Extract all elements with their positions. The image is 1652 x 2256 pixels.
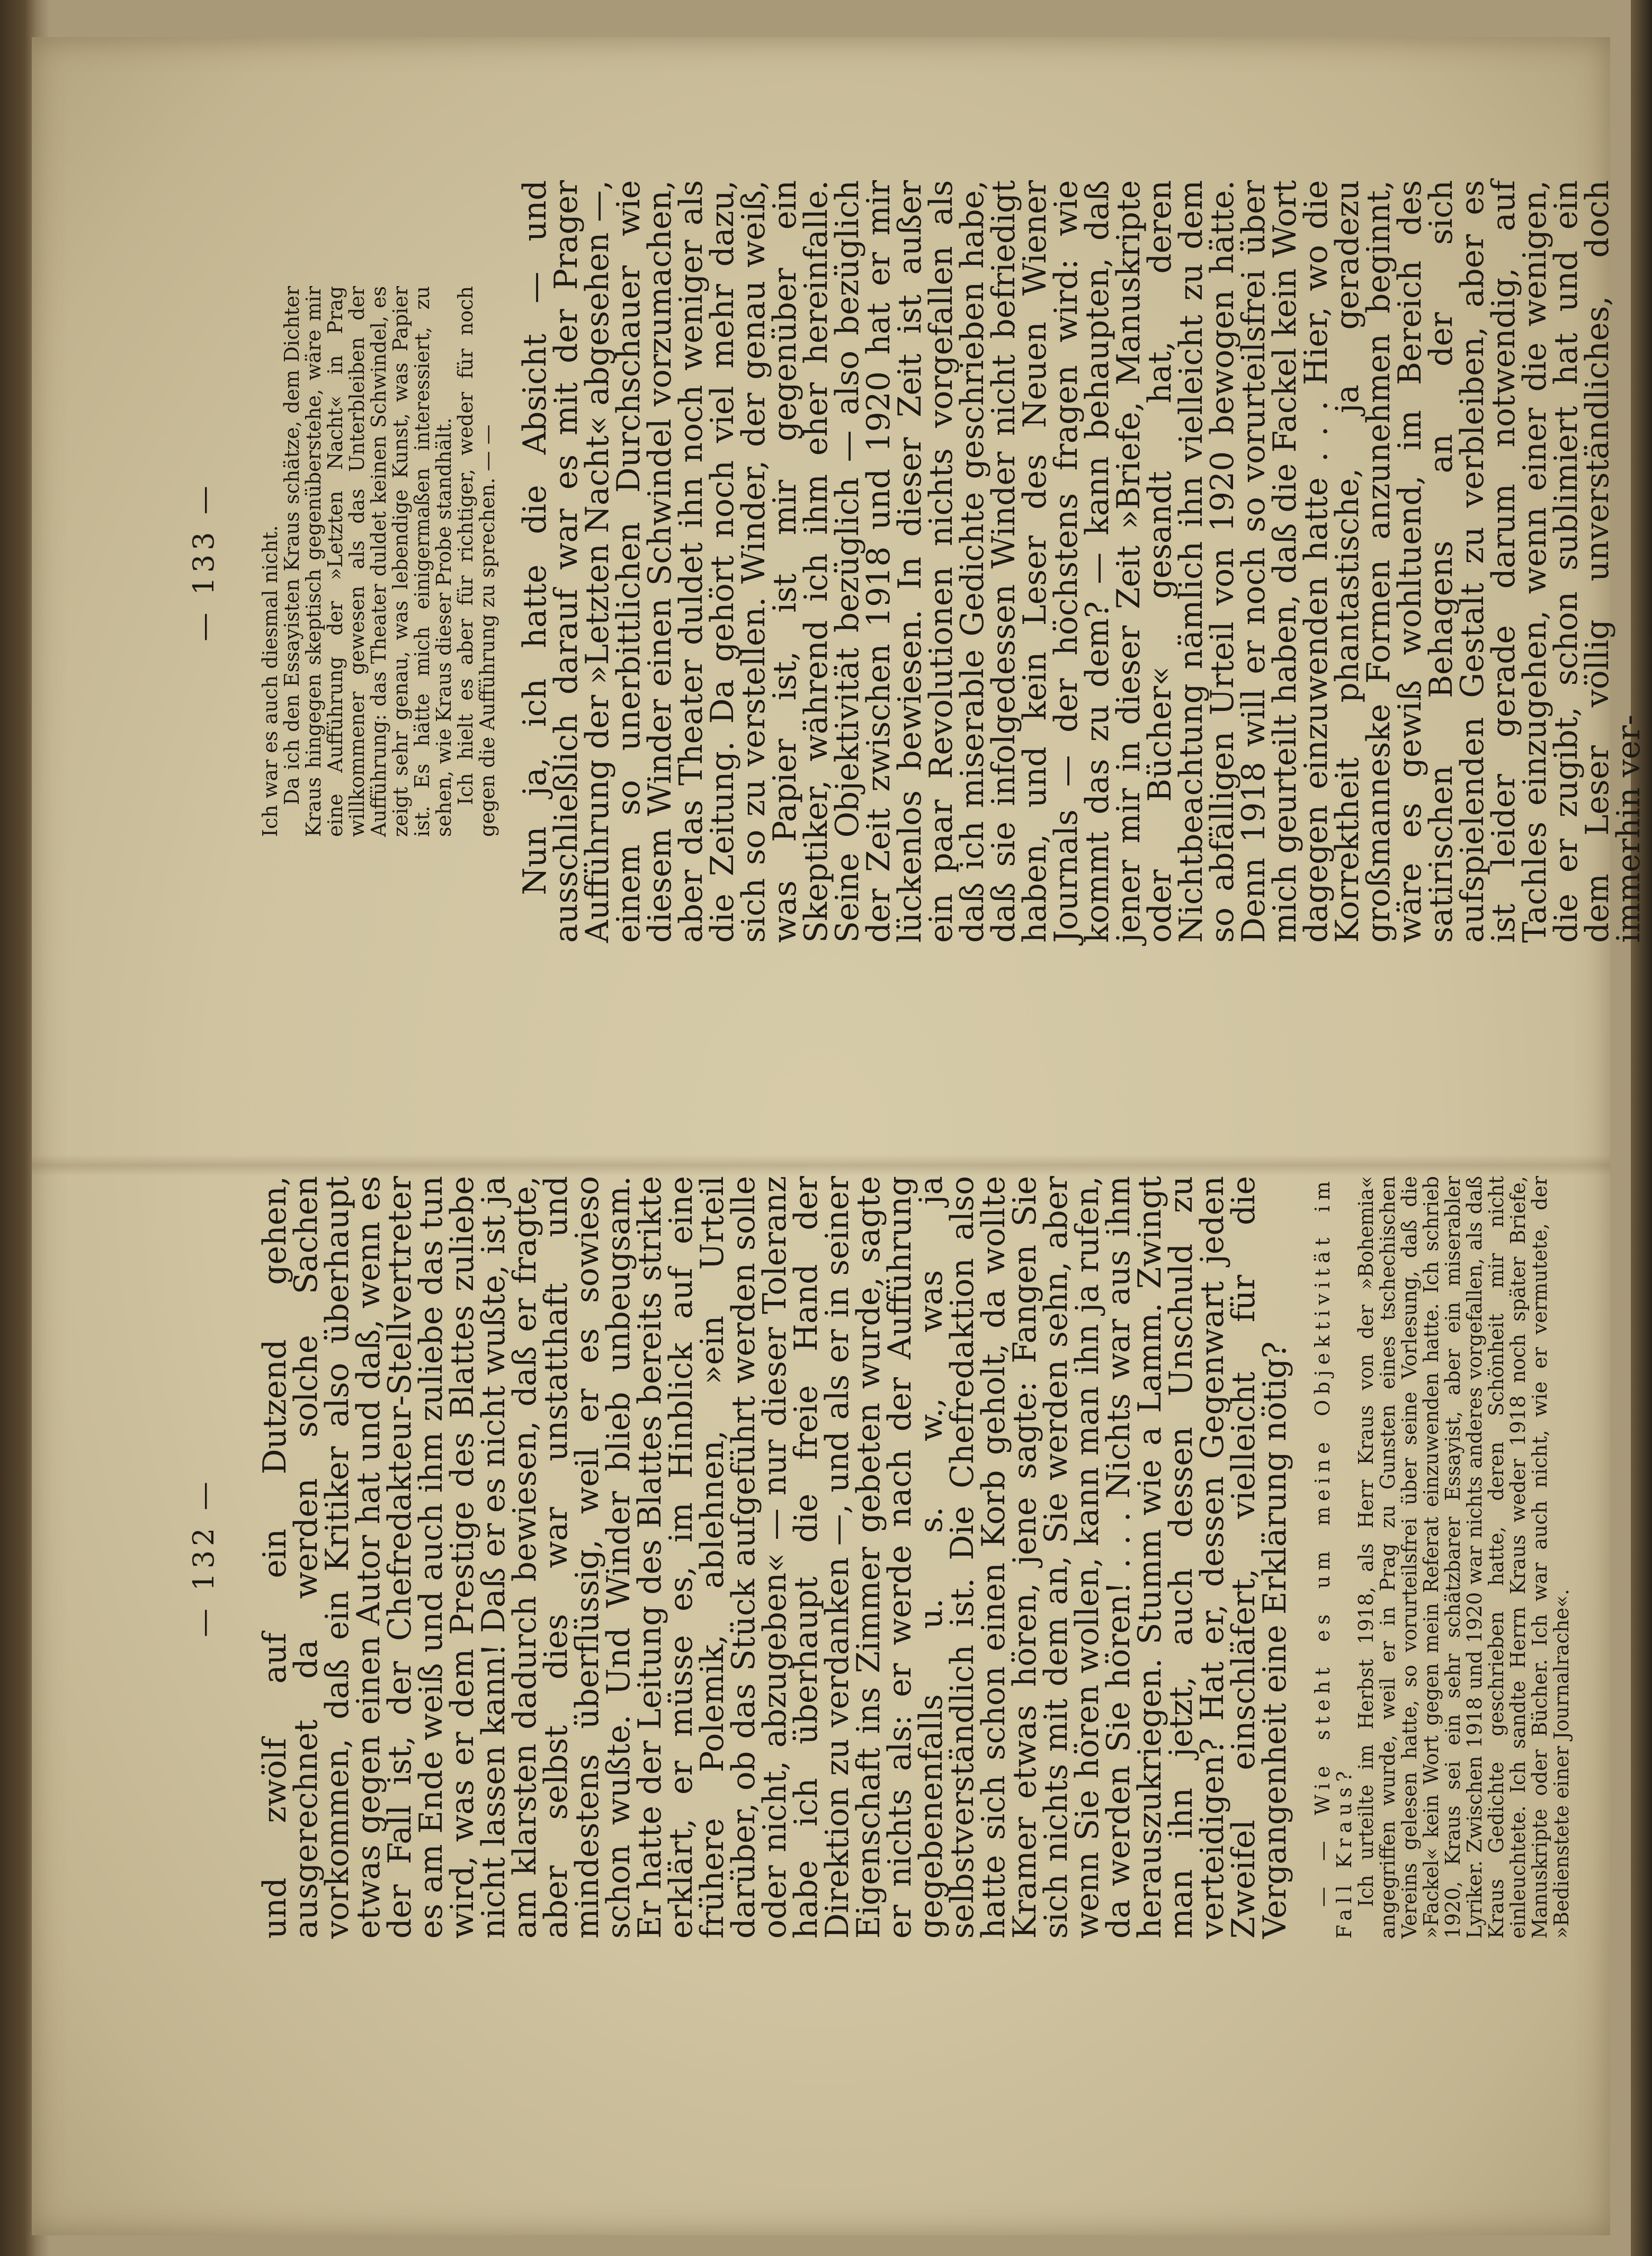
page-number-133: — 133 — (187, 481, 220, 641)
page-132 (180, 1059, 1573, 2055)
section-body: Ich urteilte im Herbst 1918, als Herr Kraus von der »Bohemia« angegriffen wurde, weil er in Prag zu Gunsten eines tschechischen Vereins gelesen hatte, so vorurteilsfrei über seine Vorlesung, daß die »Fackel« kein Wort gegen mein Referat einzuwenden hatte. Ich schrieb 1920, Kraus sei ein sehr schätzbarer Essayist, aber ein miserabler Lyriker. Zwischen 1918 und 1920 war nichts anderes vorgefallen, als daß Kraus Gedichte geschrieben hatte, deren Schönheit mir nicht einleuchtete. Ich sandte Herrn Kraus weder 1918 noch später Briefe, Manuskripte oder Bücher. Ich war auch nicht, wie er vermutete, der »Bedienstete einer Journalrache«. (1354, 1176, 1573, 1939)
body-text-132: und zwölf auf ein Dutzend gehen, ausgerechnet da werden solche Sachen vorkommen, daß ein Kritiker also überhaupt etwas gegen einen Autor hat und daß, wenn es der Fall ist, der Chefredakteur-Stellvertreter es am Ende weiß und auch ihm zuliebe das tun wird, was er dem Prestige des Blattes zuliebe nicht lassen kann! Daß er es nicht wußte, ist ja am klarsten dadurch bewiesen, daß er fragte, aber selbst dies war unstatthaft und mindestens überflüssig, weil er es sowieso schon wußte. Und Winder blieb unbeugsam. Er hatte der Leitung des Blattes bereits strikte erklärt, er müsse es, im Hinblick auf eine frühere Polemik, ablehnen, »ein Urteil darüber, ob das Stück aufgeführt werden solle oder nicht, abzugeben« — nur dieser Toleranz habe ich überhaupt die freie Hand der Direktion zu verdanken —, und als er in seiner Eigenschaft ins Zimmer gebeten wurde, sagte er nichts als: er werde nach der Aufführung gegebenenfalls u. s. w., was ja selbstverständlich ist. Die Chefredaktion also hatte sich schon einen Korb geholt, da wollte Kramer etwas hören, jene sagte: Fangen Sie sich nichts mit dem an, Sie werden sehn, aber wenn Sie hören wollen, kann man ihn ja rufen, da werden Sie hören! . . . Nichts war aus ihm herauszukriegen. Stumm wie a Lamm. Zwingt man ihn jetzt, auch dessen Unschuld zu verteidigen? Hat er, dessen Gegenwart jeden Zweifel einschläfert, vielleicht für die Vergangenheit eine Erklärung nötig? (256, 1176, 1293, 1939)
page-number-132: — 132 — (187, 1477, 220, 1637)
note-paragraph: Da ich den Essayisten Kraus schätze, dem Dichter Kraus hingegen skeptisch gegenüberstehe, wäre mir eine Aufführung der »Letzten Nacht« in Prag willkommener gewesen als das Unterbleiben der Aufführung: das Theater duldet keinen Schwindel, es zeigt sehr genau, was lebendige Kunst, was Papier ist. Es hätte mich einigermaßen interessiert, zu sehen, wie Kraus dieser Probe standhält. (280, 286, 456, 837)
note-paragraph-2: Ich hielt es aber für richtiger, weder für noch gegen die Aufführung zu sprechen. — — (454, 286, 499, 837)
body-text-133: Nun ja, ich hatte die Absicht — und ausschließlich darauf war es mit der Prager Aufführung der »Letzten Nacht« abgesehen —, einem so unerbittlichen Durchschauer wie diesem Winder einen Schwindel vorzumachen, aber das Theater duldet ihn noch weniger als die Zeitung. Da gehört noch viel mehr dazu, sich so zu verstellen. Winder, der genau weiß, was Papier ist, ist mir gegenüber ein Skeptiker, während ich ihm eher hereinfalle. Seine Objektivität bezüglich — also bezüglich der Zeit zwischen 1918 und 1920 hat er mir lückenlos bewiesen. In dieser Zeit ist außer ein paar Revolutionen nichts vorgefallen als daß ich miserable Gedichte geschrieben habe, daß sie infolgedessen Winder nicht befriedigt haben, und kein Leser des Neuen Wiener Journals — der höchstens fragen wird: wie kommt das zu dem? — kann behaupten, daß jener mir in dieser Zeit »Briefe, Manuskripte oder Bücher« gesandt hat, deren Nichtbeachtung nämlich ihn vielleicht zu dem so abfälligen Urteil von 1920 bewogen hätte. Denn 1918 will er noch so vorurteilsfrei über mich geurteilt haben, daß die Fackel kein Wort dagegen einzuwenden hatte . . . Hier, wo die Korrektheit phantastische, ja geradezu großmanneske Formen anzunehmen beginnt, wäre es gewiß wohltuend, im Bereich des satirischen Behagens an der sich aufspielenden Gestalt zu verbleiben, aber es ist leider gerade darum notwendig, auf Tachles einzugehen, wenn einer die wenigen, die er zugibt, schon sublimiert hat und ein dem Leser völlig unverständliches, doch immerhin ver- (516, 180, 1647, 943)
section-heading: — — Wie steht es um meine Objektivität im Fall Kraus? (1311, 1176, 1356, 1939)
note-line: Ich war es auch diesmal nicht. (258, 525, 282, 837)
page-133 (180, 64, 1647, 1059)
